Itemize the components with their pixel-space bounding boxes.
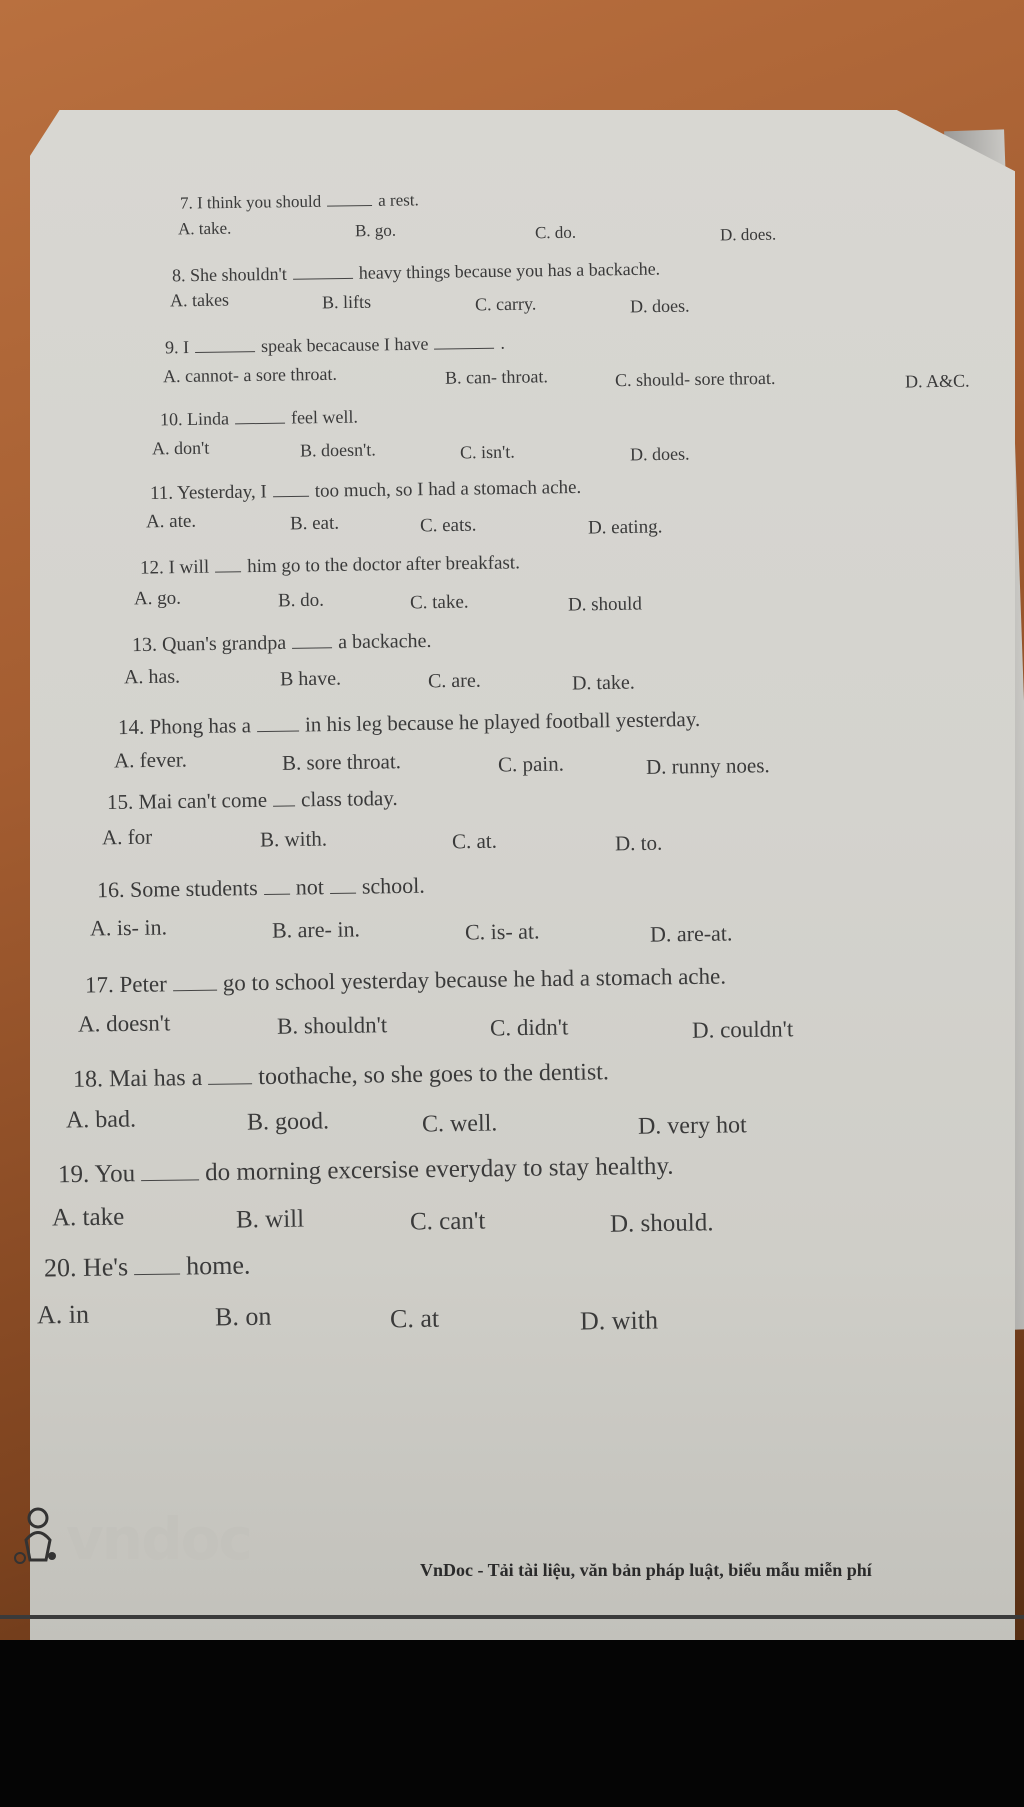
- question-text-start: Linda: [186, 408, 230, 430]
- vndoc-logo: vndoc: [66, 1505, 251, 1573]
- question-text-middle: in his leg because he played football yesterday.: [304, 706, 701, 737]
- question-number: 19.: [57, 1160, 95, 1189]
- option-15-d[interactable]: D. to.: [614, 830, 663, 856]
- option-13-a[interactable]: A. has.: [123, 665, 181, 689]
- answer-blank[interactable]: [292, 647, 332, 649]
- option-7-d[interactable]: D. does.: [719, 224, 777, 245]
- question-text-middle: speak becacause I have: [260, 333, 429, 357]
- answer-blank[interactable]: [173, 990, 217, 992]
- option-20-c[interactable]: C. at: [389, 1303, 440, 1334]
- question-text-start: She shouldn't: [189, 263, 287, 286]
- question-number: 11.: [149, 482, 178, 505]
- option-19-d[interactable]: D. should.: [609, 1209, 714, 1238]
- question-text-middle: do morning excersise everyday to stay healthy.: [204, 1152, 674, 1187]
- question-15: [107, 786, 398, 815]
- question-16: [97, 873, 425, 904]
- option-12-a[interactable]: A. go.: [133, 587, 182, 610]
- option-13-c[interactable]: C. are.: [427, 669, 481, 693]
- option-13-d[interactable]: D. take.: [571, 671, 635, 695]
- question-number: 15.: [106, 789, 139, 815]
- option-7-c[interactable]: C. do.: [534, 222, 577, 243]
- question-text-start: You: [94, 1160, 136, 1188]
- question-text-start: Mai has a: [108, 1064, 203, 1093]
- question-text-start: I think you should: [196, 191, 322, 213]
- option-7-b[interactable]: B. go.: [354, 220, 397, 241]
- question-text-middle: class today.: [300, 785, 398, 812]
- answer-blank[interactable]: [434, 348, 494, 350]
- question-text-start: I will: [168, 556, 210, 579]
- question-text-middle: too much, so I had a stomach ache.: [314, 476, 582, 502]
- option-8-d[interactable]: D. does.: [629, 295, 690, 317]
- option-17-c[interactable]: C. didn't: [489, 1014, 569, 1041]
- option-19-b[interactable]: B. will: [235, 1205, 305, 1234]
- answer-blank[interactable]: [327, 205, 372, 207]
- option-20-b[interactable]: B. on: [214, 1301, 272, 1332]
- answer-blank[interactable]: [208, 1083, 252, 1085]
- option-8-b[interactable]: B. lifts: [321, 291, 372, 313]
- option-16-d[interactable]: D. are-at.: [649, 920, 733, 947]
- option-18-a[interactable]: A. bad.: [65, 1106, 137, 1134]
- question-text-start: Phong has a: [149, 713, 252, 739]
- option-7-a[interactable]: A. take.: [177, 218, 232, 239]
- question-number: 8.: [171, 265, 191, 286]
- question-20: [44, 1251, 251, 1284]
- option-14-a[interactable]: A. fever.: [113, 747, 188, 773]
- option-12-d[interactable]: D. should: [567, 593, 643, 616]
- answer-blank[interactable]: [257, 731, 299, 733]
- question-text-start: Quan's grandpa: [161, 631, 287, 656]
- option-18-c[interactable]: C. well.: [421, 1110, 498, 1138]
- answer-blank[interactable]: [273, 496, 309, 498]
- question-text-end: school.: [361, 872, 425, 899]
- option-11-c[interactable]: C. eats.: [419, 514, 477, 537]
- option-9-a[interactable]: A. cannot- a sore throat.: [162, 363, 338, 387]
- option-15-c[interactable]: C. at.: [451, 828, 498, 854]
- option-11-b[interactable]: B. eat.: [289, 512, 340, 535]
- question-text-middle: toothache, so she goes to the dentist.: [258, 1059, 610, 1091]
- question-number: 10.: [159, 409, 188, 430]
- option-17-b[interactable]: B. shouldn't: [276, 1012, 388, 1039]
- option-8-a[interactable]: A. takes: [169, 289, 230, 311]
- question-text-start: He's: [82, 1252, 129, 1282]
- option-10-a[interactable]: A. don't: [151, 437, 210, 459]
- question-number: 9.: [164, 337, 184, 358]
- question-number: 17.: [84, 971, 120, 998]
- answer-blank[interactable]: [235, 423, 285, 425]
- answer-blank[interactable]: [264, 894, 290, 895]
- question-7: [180, 190, 419, 213]
- question-10: [160, 407, 358, 431]
- option-12-c[interactable]: C. take.: [409, 591, 469, 614]
- option-20-d[interactable]: D. with: [579, 1305, 659, 1336]
- option-10-b[interactable]: B. doesn't.: [299, 439, 376, 461]
- question-text-middle: home.: [185, 1250, 251, 1281]
- question-text-start: Peter: [119, 971, 167, 997]
- option-12-b[interactable]: B. do.: [277, 589, 325, 612]
- option-17-d[interactable]: D. couldn't: [691, 1016, 794, 1043]
- question-number: 7.: [179, 193, 198, 213]
- question-text-middle: him go to the doctor after breakfast.: [246, 552, 521, 578]
- question-number: 16.: [96, 876, 131, 903]
- dark-floor: [0, 1640, 1024, 1807]
- option-14-b[interactable]: B. sore throat.: [281, 749, 402, 775]
- option-15-a[interactable]: A. for: [101, 824, 153, 850]
- option-16-c[interactable]: C. is- at.: [464, 918, 540, 945]
- footer-text: VnDoc - Tải tài liệu, văn bản pháp luật, biểu mẫu miễn phí: [420, 1560, 872, 1580]
- option-9-c[interactable]: C. should- sore throat.: [614, 367, 776, 391]
- question-text-start: I: [182, 337, 190, 358]
- option-9-d[interactable]: D. A&C.: [904, 370, 970, 392]
- question-number: 12.: [139, 557, 169, 579]
- answer-blank[interactable]: [330, 893, 356, 894]
- option-17-a[interactable]: A. doesn't: [77, 1010, 171, 1037]
- question-text-end: .: [500, 332, 506, 353]
- vndoc-mascot-icon: [8, 1500, 66, 1570]
- option-11-d[interactable]: D. eating.: [587, 516, 663, 539]
- option-11-a[interactable]: A. ate.: [145, 510, 197, 533]
- question-text-middle: go to school yesterday because he had a stomach ache.: [222, 963, 727, 996]
- question-13: [132, 630, 432, 657]
- answer-blank[interactable]: [195, 351, 255, 353]
- question-number: 20.: [43, 1252, 84, 1283]
- question-text-start: Yesterday, I: [176, 481, 267, 504]
- answer-blank[interactable]: [141, 1179, 199, 1181]
- question-text-middle: a rest.: [378, 190, 419, 210]
- question-text-middle: not: [295, 874, 325, 900]
- answer-blank[interactable]: [215, 571, 241, 572]
- option-18-b[interactable]: B. good.: [246, 1108, 330, 1136]
- option-14-d[interactable]: D. runny noes.: [645, 753, 770, 779]
- question-text-middle: feel well.: [290, 406, 359, 428]
- question-number: 18.: [72, 1066, 110, 1093]
- option-10-c[interactable]: C. isn't.: [459, 441, 515, 463]
- option-16-b[interactable]: B. are- in.: [271, 916, 361, 943]
- page-bottom-line: [0, 1615, 1024, 1619]
- option-15-b[interactable]: B. with.: [259, 826, 328, 852]
- question-number: 13.: [131, 633, 163, 657]
- option-13-b[interactable]: B have.: [279, 667, 342, 691]
- question-text-middle: heavy things because you has a backache.: [358, 258, 661, 283]
- answer-blank[interactable]: [273, 805, 295, 806]
- question-text-start: Mai can't come: [138, 787, 268, 814]
- answer-blank[interactable]: [293, 278, 353, 280]
- option-14-c[interactable]: C. pain.: [497, 751, 565, 777]
- option-10-d[interactable]: D. does.: [629, 443, 690, 465]
- option-20-a[interactable]: A. in: [36, 1299, 90, 1330]
- option-19-a[interactable]: A. take: [51, 1203, 125, 1232]
- question-text-start: Some students: [129, 875, 258, 902]
- answer-blank[interactable]: [134, 1274, 180, 1276]
- option-16-a[interactable]: A. is- in.: [89, 914, 168, 941]
- option-8-c[interactable]: C. carry.: [474, 293, 537, 315]
- option-19-c[interactable]: C. can't: [409, 1207, 486, 1236]
- option-18-d[interactable]: D. very hot: [637, 1112, 747, 1140]
- question-number: 14.: [117, 714, 150, 740]
- option-9-b[interactable]: B. can- throat.: [444, 366, 549, 388]
- question-text-middle: a backache.: [337, 629, 432, 654]
